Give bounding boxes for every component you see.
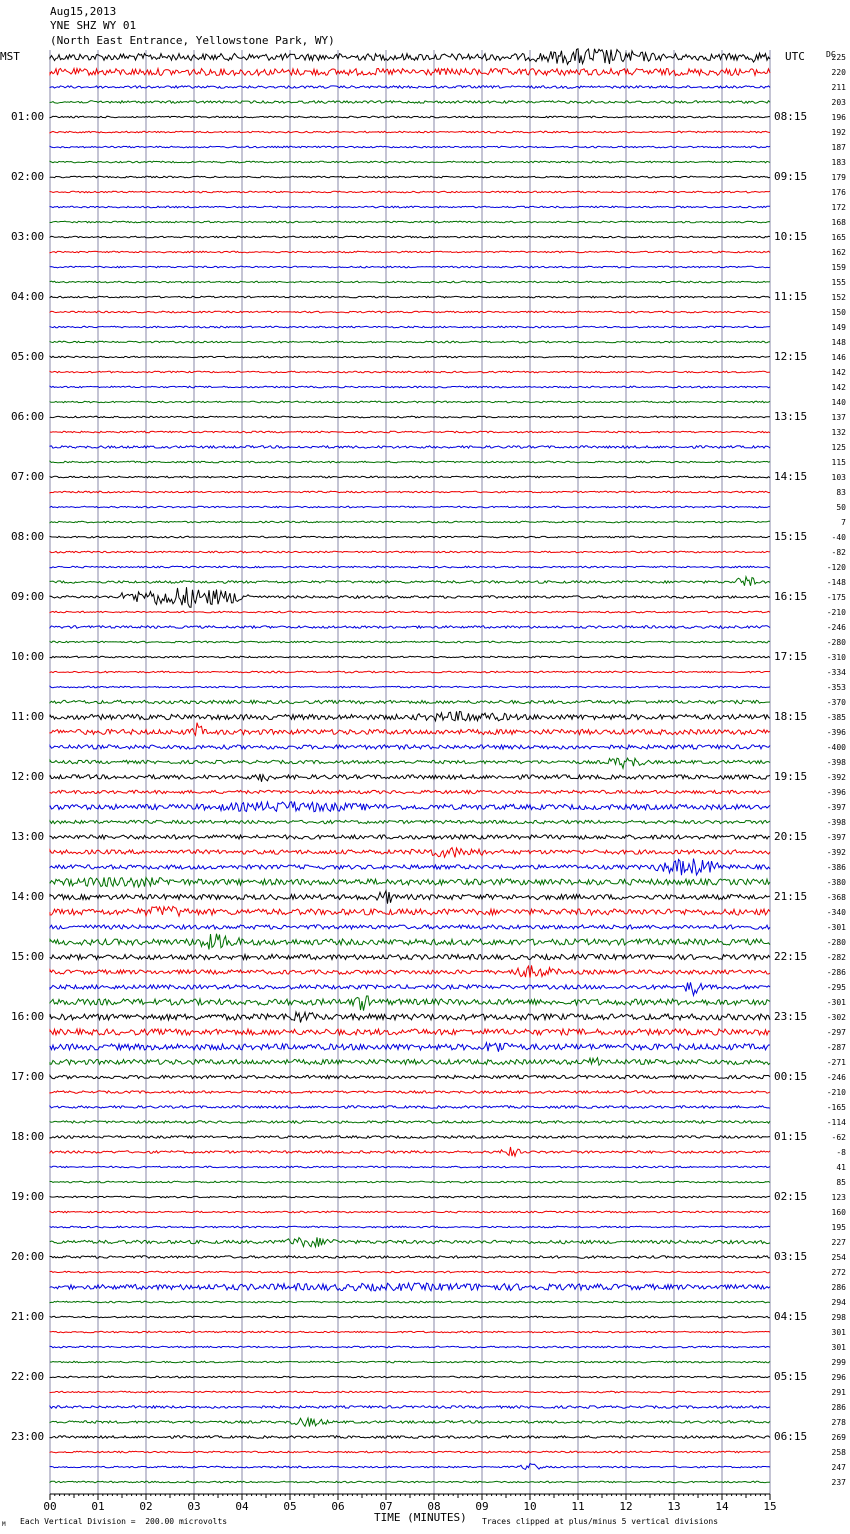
seismic-trace xyxy=(50,536,770,538)
dc-offset-value: 152 xyxy=(831,293,846,302)
dc-offset-value: -295 xyxy=(826,983,846,992)
dc-offset-value: 142 xyxy=(831,383,846,392)
dc-offset-value: -396 xyxy=(826,788,846,797)
x-tick-label: 09 xyxy=(475,1500,489,1513)
seismic-trace xyxy=(50,1121,770,1123)
dc-offset-value: 41 xyxy=(836,1163,846,1172)
mst-hour-label: 17:00 xyxy=(11,1070,45,1083)
dc-offset-value: 258 xyxy=(831,1448,846,1457)
dc-offset-value: 301 xyxy=(831,1328,846,1337)
utc-hour-label: 23:15 xyxy=(774,1010,808,1023)
utc-hour-label: 06:15 xyxy=(774,1430,808,1443)
mst-hour-label: 15:00 xyxy=(11,950,45,963)
dc-offset-value: 183 xyxy=(831,158,846,167)
dc-offset-value: -120 xyxy=(826,563,846,572)
seismic-trace xyxy=(50,790,770,793)
seismic-trace xyxy=(50,206,770,208)
dc-offset-value: 7 xyxy=(841,518,846,527)
seismic-trace xyxy=(50,1058,770,1065)
x-tick-label: 00 xyxy=(43,1500,57,1513)
x-tick-label: 04 xyxy=(235,1500,249,1513)
seismic-trace xyxy=(50,1331,770,1333)
dc-offset-value: -210 xyxy=(826,1088,846,1097)
dc-offset-value: 211 xyxy=(831,83,846,92)
utc-hour-label: 02:15 xyxy=(774,1190,808,1203)
seismic-trace xyxy=(50,521,770,523)
seismic-trace xyxy=(50,101,770,103)
seismic-trace xyxy=(50,758,770,768)
seismic-trace xyxy=(50,1136,770,1138)
seismic-trace xyxy=(50,700,770,703)
dc-offset-value: 125 xyxy=(831,443,846,452)
utc-hour-label: 01:15 xyxy=(774,1130,808,1143)
seismic-trace xyxy=(50,996,770,1011)
dc-offset-value: -368 xyxy=(826,893,846,902)
recording-date: Aug15,2013 xyxy=(50,5,117,18)
dc-offset-value: 103 xyxy=(831,473,846,482)
seismic-trace xyxy=(50,1237,770,1247)
seismic-trace xyxy=(50,1464,770,1470)
dc-offset-value: -286 xyxy=(826,968,846,977)
x-tick-label: 12 xyxy=(619,1500,633,1513)
seismic-trace xyxy=(50,954,770,959)
dc-offset-value: 203 xyxy=(831,98,846,107)
seismic-trace xyxy=(50,446,770,448)
mst-hour-label: 05:00 xyxy=(11,350,45,363)
x-tick-label: 08 xyxy=(427,1500,441,1513)
seismic-trace xyxy=(50,1196,770,1198)
dc-offset-value: -287 xyxy=(826,1043,846,1052)
mst-hour-label: 09:00 xyxy=(11,590,45,603)
seismic-trace xyxy=(50,877,770,887)
dc-offset-value: 187 xyxy=(831,143,846,152)
dc-offset-value: 160 xyxy=(831,1208,846,1217)
seismic-trace xyxy=(50,1106,770,1108)
dc-offset-value: 137 xyxy=(831,413,846,422)
seismic-trace xyxy=(50,774,770,782)
dc-offset-value: -280 xyxy=(826,638,846,647)
seismic-trace xyxy=(50,131,770,133)
seismic-trace xyxy=(50,146,770,148)
seismic-trace xyxy=(50,906,770,916)
dc-offset-header: DC xyxy=(826,50,836,59)
utc-hour-label: 14:15 xyxy=(774,470,808,483)
seismic-trace xyxy=(50,1481,770,1483)
dc-offset-value: -380 xyxy=(826,878,846,887)
seismic-trace xyxy=(50,461,770,463)
dc-offset-value: 269 xyxy=(831,1433,846,1442)
utc-hour-label: 09:15 xyxy=(774,170,808,183)
x-tick-label: 02 xyxy=(139,1500,153,1513)
utc-hour-label: 04:15 xyxy=(774,1310,808,1323)
dc-offset-value: -392 xyxy=(826,848,846,857)
dc-offset-value: -40 xyxy=(831,533,846,542)
x-tick-label: 11 xyxy=(571,1500,585,1513)
seismic-trace xyxy=(50,1376,770,1378)
utc-hour-label: 19:15 xyxy=(774,770,808,783)
seismic-trace xyxy=(50,1075,770,1078)
utc-hour-label: 12:15 xyxy=(774,350,808,363)
seismic-trace xyxy=(50,925,770,929)
utc-hour-label: 20:15 xyxy=(774,830,808,843)
seismic-trace xyxy=(50,1029,770,1035)
dc-offset-value: -370 xyxy=(826,698,846,707)
x-tick-label: 13 xyxy=(667,1500,681,1513)
mst-hour-label: 12:00 xyxy=(11,770,45,783)
dc-offset-value: -310 xyxy=(826,653,846,662)
dc-offset-value: 155 xyxy=(831,278,846,287)
mst-hour-label: 07:00 xyxy=(11,470,45,483)
seismic-trace xyxy=(50,712,770,721)
corner-mark: M xyxy=(2,1521,6,1528)
dc-offset-value: 286 xyxy=(831,1403,846,1412)
utc-hour-label: 22:15 xyxy=(774,950,808,963)
utc-hour-label: 16:15 xyxy=(774,590,808,603)
dc-offset-value: 301 xyxy=(831,1343,846,1352)
dc-offset-value: 298 xyxy=(831,1313,846,1322)
seismic-trace xyxy=(50,386,770,388)
dc-offset-value: 294 xyxy=(831,1298,846,1307)
seismic-trace xyxy=(50,221,770,223)
clip-note: Traces clipped at plus/minus 5 vertical divisions xyxy=(482,1517,719,1526)
seismic-trace xyxy=(50,1346,770,1348)
seismic-trace xyxy=(50,1256,770,1258)
seismic-trace xyxy=(50,1043,770,1052)
seismic-trace xyxy=(50,1361,770,1363)
seismic-trace xyxy=(50,723,770,736)
seismic-trace xyxy=(50,611,770,613)
seismic-trace xyxy=(50,686,770,688)
dc-offset-value: 83 xyxy=(836,488,846,497)
mst-hour-label: 22:00 xyxy=(11,1370,45,1383)
dc-offset-value: 50 xyxy=(836,503,846,512)
seismic-trace xyxy=(50,341,770,343)
dc-offset-value: 165 xyxy=(831,233,846,242)
dc-offset-value: 272 xyxy=(831,1268,846,1277)
dc-offset-value: -400 xyxy=(826,743,846,752)
dc-offset-value: -282 xyxy=(826,953,846,962)
dc-offset-value: 237 xyxy=(831,1478,846,1487)
mst-hour-label: 20:00 xyxy=(11,1250,45,1263)
seismic-trace xyxy=(50,236,770,238)
dc-offset-value: -353 xyxy=(826,683,846,692)
seismic-trace xyxy=(50,1406,770,1408)
mst-hour-label: 23:00 xyxy=(11,1430,45,1443)
dc-offset-value: 148 xyxy=(831,338,846,347)
dc-offset-value: 299 xyxy=(831,1358,846,1367)
dc-offset-value: 196 xyxy=(831,113,846,122)
dc-offset-value: -396 xyxy=(826,728,846,737)
mst-hour-label: 08:00 xyxy=(11,530,45,543)
dc-offset-value: 140 xyxy=(831,398,846,407)
seismic-trace xyxy=(50,476,770,478)
dc-offset-value: -297 xyxy=(826,1028,846,1037)
x-tick-label: 05 xyxy=(283,1500,297,1513)
seismic-trace xyxy=(50,1181,770,1183)
utc-hour-label: 13:15 xyxy=(774,410,808,423)
dc-offset-value: -271 xyxy=(826,1058,846,1067)
seismic-trace xyxy=(50,1391,770,1393)
utc-hour-label: 15:15 xyxy=(774,530,808,543)
seismic-trace xyxy=(50,266,770,268)
dc-offset-value: 172 xyxy=(831,203,846,212)
right-timezone-label: UTC xyxy=(785,50,805,63)
x-tick-label: 14 xyxy=(715,1500,729,1513)
mst-hour-label: 10:00 xyxy=(11,650,45,663)
seismic-trace xyxy=(50,1271,770,1273)
dc-offset-value: -82 xyxy=(831,548,846,557)
dc-offset-value: 149 xyxy=(831,323,846,332)
utc-hour-label: 00:15 xyxy=(774,1070,808,1083)
seismic-trace xyxy=(50,1091,770,1093)
mst-hour-label: 03:00 xyxy=(11,230,45,243)
station-code: YNE SHZ WY 01 xyxy=(50,19,137,32)
utc-hour-label: 08:15 xyxy=(774,110,808,123)
seismic-trace xyxy=(50,802,770,812)
dc-offset-value: -280 xyxy=(826,938,846,947)
seismic-trace xyxy=(50,1418,770,1426)
dc-offset-value: -334 xyxy=(826,668,846,677)
seismic-trace xyxy=(50,577,770,586)
station-location: (North East Entrance, Yellowstone Park, WY) xyxy=(50,34,335,47)
seismic-trace xyxy=(50,311,770,313)
seismic-trace xyxy=(50,69,770,76)
seismic-trace xyxy=(50,641,770,643)
mst-hour-label: 19:00 xyxy=(11,1190,45,1203)
dc-offset-value: -210 xyxy=(826,608,846,617)
dc-offset-value: -114 xyxy=(826,1118,846,1127)
mst-hour-label: 04:00 xyxy=(11,290,45,303)
seismic-trace xyxy=(50,626,770,628)
dc-offset-value: -397 xyxy=(826,833,846,842)
dc-offset-value: -397 xyxy=(826,803,846,812)
dc-offset-value: 115 xyxy=(831,458,846,467)
x-tick-label: 15 xyxy=(763,1500,777,1513)
seismic-trace xyxy=(50,251,770,253)
seismic-trace xyxy=(50,356,770,358)
seismic-trace xyxy=(50,551,770,553)
utc-hour-label: 17:15 xyxy=(774,650,808,663)
seismic-trace xyxy=(50,1436,770,1438)
x-tick-label: 06 xyxy=(331,1500,345,1513)
scale-note: Each Vertical Division = 200.00 microvolts xyxy=(20,1517,228,1526)
seismic-trace xyxy=(50,891,770,904)
dc-offset-value: 220 xyxy=(831,68,846,77)
utc-hour-label: 05:15 xyxy=(774,1370,808,1383)
dc-offset-value: -246 xyxy=(826,1073,846,1082)
utc-hour-label: 11:15 xyxy=(774,290,808,303)
dc-offset-value: 123 xyxy=(831,1193,846,1202)
seismic-trace xyxy=(50,116,770,118)
seismic-trace xyxy=(50,859,770,876)
dc-offset-value: -301 xyxy=(826,923,846,932)
seismic-trace xyxy=(50,506,770,508)
utc-hour-label: 10:15 xyxy=(774,230,808,243)
seismic-trace xyxy=(50,1226,770,1228)
dc-offset-value: -386 xyxy=(826,863,846,872)
seismic-trace xyxy=(50,371,770,373)
utc-hour-label: 18:15 xyxy=(774,710,808,723)
seismic-trace xyxy=(50,1316,770,1318)
utc-hour-label: 03:15 xyxy=(774,1250,808,1263)
seismic-trace xyxy=(50,191,770,193)
mst-hour-label: 02:00 xyxy=(11,170,45,183)
seismic-trace xyxy=(50,965,770,977)
seismic-trace xyxy=(50,1211,770,1213)
seismic-trace xyxy=(50,587,770,607)
mst-hour-label: 16:00 xyxy=(11,1010,45,1023)
seismic-trace xyxy=(50,296,770,298)
mst-hour-label: 01:00 xyxy=(11,110,45,123)
seismic-trace xyxy=(50,671,770,673)
seismic-trace xyxy=(50,281,770,283)
seismic-trace xyxy=(50,848,770,858)
seismic-trace xyxy=(50,982,770,995)
seismic-trace xyxy=(50,1166,770,1168)
seismic-trace xyxy=(50,1451,770,1453)
dc-offset-value: 162 xyxy=(831,248,846,257)
seismic-trace xyxy=(50,176,770,178)
x-axis-title: TIME (MINUTES) xyxy=(374,1511,467,1524)
dc-offset-value: 247 xyxy=(831,1463,846,1472)
seismic-trace xyxy=(50,1283,770,1291)
seismic-trace xyxy=(50,86,770,88)
dc-offset-value: -385 xyxy=(826,713,846,722)
seismic-trace xyxy=(50,820,770,823)
seismic-trace xyxy=(50,161,770,163)
dc-offset-value: -340 xyxy=(826,908,846,917)
dc-offset-value: 192 xyxy=(831,128,846,137)
dc-offset-value: 150 xyxy=(831,308,846,317)
x-tick-label: 07 xyxy=(379,1500,393,1513)
x-tick-label: 10 xyxy=(523,1500,537,1513)
mst-hour-label: 21:00 xyxy=(11,1310,45,1323)
seismic-trace xyxy=(50,1012,770,1022)
dc-offset-value: 227 xyxy=(831,1238,846,1247)
dc-offset-value: -301 xyxy=(826,998,846,1007)
dc-offset-value: -175 xyxy=(826,593,846,602)
dc-offset-value: 296 xyxy=(831,1373,846,1382)
utc-hour-label: 21:15 xyxy=(774,890,808,903)
x-tick-label: 01 xyxy=(91,1500,105,1513)
mst-hour-label: 14:00 xyxy=(11,890,45,903)
dc-offset-value: 195 xyxy=(831,1223,846,1232)
dc-offset-value: 159 xyxy=(831,263,846,272)
seismic-trace xyxy=(50,49,770,65)
mst-hour-label: 18:00 xyxy=(11,1130,45,1143)
dc-offset-value: 225 xyxy=(831,53,846,62)
seismic-trace xyxy=(50,401,770,403)
dc-offset-value: -148 xyxy=(826,578,846,587)
seismic-trace xyxy=(50,656,770,658)
mst-hour-label: 13:00 xyxy=(11,830,45,843)
dc-offset-value: 168 xyxy=(831,218,846,227)
dc-offset-value: -165 xyxy=(826,1103,846,1112)
seismic-trace xyxy=(50,1147,770,1156)
seismic-trace xyxy=(50,835,770,839)
dc-offset-value: 176 xyxy=(831,188,846,197)
dc-offset-value: 146 xyxy=(831,353,846,362)
seismic-trace xyxy=(50,566,770,568)
dc-offset-value: -246 xyxy=(826,623,846,632)
dc-offset-value: 286 xyxy=(831,1283,846,1292)
seismic-trace xyxy=(50,1301,770,1303)
mst-hour-label: 11:00 xyxy=(11,710,45,723)
dc-offset-value: 254 xyxy=(831,1253,846,1262)
seismic-trace xyxy=(50,416,770,418)
dc-offset-value: 278 xyxy=(831,1418,846,1427)
dc-offset-value: -392 xyxy=(826,773,846,782)
seismic-trace xyxy=(50,491,770,493)
x-tick-label: 03 xyxy=(187,1500,201,1513)
seismic-trace xyxy=(50,745,770,749)
dc-offset-value: 142 xyxy=(831,368,846,377)
dc-offset-value: -62 xyxy=(831,1133,846,1142)
seismic-trace xyxy=(50,326,770,328)
dc-offset-value: -398 xyxy=(826,758,846,767)
dc-offset-value: 291 xyxy=(831,1388,846,1397)
dc-offset-value: -8 xyxy=(836,1148,846,1157)
dc-offset-value: 132 xyxy=(831,428,846,437)
seismic-trace xyxy=(50,431,770,433)
dc-offset-value: -302 xyxy=(826,1013,846,1022)
dc-offset-value: -398 xyxy=(826,818,846,827)
left-timezone-label: MST xyxy=(0,50,20,63)
mst-hour-label: 06:00 xyxy=(11,410,45,423)
dc-offset-value: 85 xyxy=(836,1178,846,1187)
dc-offset-value: 179 xyxy=(831,173,846,182)
seismic-trace xyxy=(50,934,770,950)
